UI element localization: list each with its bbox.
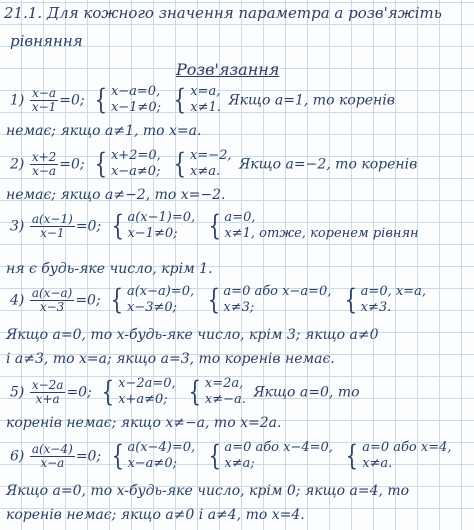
item-6-system-3: { a=0 або x=4, x≠a. (346, 439, 452, 473)
item-5-fraction: $\frac{x-2a}{x+a}$ (31, 377, 64, 406)
item-4-system-3: { a=0, x=a, x≠3. (344, 283, 426, 317)
item-1-text-b: немає; якщо a≠1, то x=a. (6, 123, 202, 139)
item-6-system-1: { a(x−4)=0, x−a≠0; (111, 439, 196, 473)
item-6-label: 6) (10, 448, 25, 465)
item-2-label: 2) (10, 156, 25, 173)
item-5-equation: 5) $\frac{x-2a}{x+a}$ =0; { x−2a=0, x+a≠0; { x=2a, x≠−a. Якщо a=0, то (10, 375, 360, 409)
item-1-label: 1) (10, 92, 25, 109)
item-3-system-1: { a(x−1)=0, x−1≠0; (111, 209, 196, 243)
solution-heading: Розв'язання (176, 60, 280, 79)
item-2-text-a: Якщо a=−2, то коренів (239, 156, 418, 173)
item-6-equation: 6) $\frac{a(x-4)}{x-a}$ =0; { a(x−4)=0, x−a≠0; { a=0 або x−4=0, x≠a; { a=0 або x=4, x≠a. (10, 439, 452, 473)
item-1-system-2: { x=a, x≠1. (174, 83, 221, 117)
item-3-fraction: $\frac{a(x-1)}{x-1}$ (31, 211, 73, 240)
item-5-text-a: Якщо a=0, то (253, 384, 360, 401)
item-6-system-2: { a=0 або x−4=0, x≠a; (208, 439, 333, 473)
item-4-text-a: Якщо a=0, то x-будь-яке число, крім 3; якщо a≠0 (6, 327, 379, 343)
item-3-label: 3) (10, 218, 25, 235)
task-text: Для кожного значення параметра a розв'яжіть (46, 4, 442, 22)
task-header-line1 (4, 6, 442, 21)
item-4-system-2: { a=0 або x−a=0, x≠3; (207, 283, 332, 317)
item-4-text-b: і a≠3, то x=a; якщо a=3, то коренів немає. (6, 351, 335, 367)
item-1-equation: 1) $\frac{x-a}{x-1}$ =0; { x−a=0, x−1≠0; { x=a, x≠1. Якщо a=1, то коренів (10, 83, 395, 117)
item-5-system-1: { x−2a=0, x+a≠0; (101, 375, 176, 409)
item-4-equation: 4) $\frac{a(x-a)}{x-3}$ =0; { a(x−a)=0, x−3≠0; { a=0 або x−a=0, x≠3; { a=0, x=a, x≠3. (10, 283, 426, 317)
item-6-text-b: коренів немає; якщо a≠0 і a≠4, то x=4. (6, 507, 305, 523)
task-number: 21.1. (4, 4, 43, 22)
task-header-line2: рівняння (10, 32, 83, 50)
item-1-system-1: { x−a=0, x−1≠0; (94, 83, 161, 117)
item-5-system-2: { x=2a, x≠−a. (188, 375, 246, 409)
item-4-label: 4) (10, 292, 25, 309)
item-2-equation: 2) $\frac{x+2}{x-a}$ =0; { x+2=0, x−a≠0; { x=−2, x≠a. Якщо a=−2, то коренів (10, 147, 418, 181)
item-3-system-2: { a=0, x≠1, отже, коренем рівнян (208, 209, 419, 243)
item-2-fraction: $\frac{x+2}{x-a}$ (31, 149, 57, 178)
item-2-system-2: { x=−2, x≠a. (173, 147, 232, 181)
item-4-fraction: $\frac{a(x-a)}{x-3}$ (31, 285, 73, 314)
item-1-text-a: Якщо a=1, то коренів (228, 92, 395, 109)
item-5-text-b: коренів немає; якщо x≠−a, то x=2a. (6, 415, 282, 431)
item-2-text-b: немає; якщо a≠−2, то x=−2. (6, 187, 226, 203)
item-5-label: 5) (10, 384, 25, 401)
item-3-equation: 3) $\frac{a(x-1)}{x-1}$ =0; { a(x−1)=0, x−1≠0; { a=0, x≠1, отже, коренем рівнян (10, 209, 419, 243)
item-1-fraction: $\frac{x-a}{x-1}$ (31, 85, 57, 114)
item-4-system-1: { a(x−a)=0, x−3≠0; (110, 283, 195, 317)
item-2-system-1: { x+2=0, x−a≠0; (94, 147, 161, 181)
item-3-text-b: ня є будь-яке число, крім 1. (6, 261, 213, 277)
item-6-fraction: $\frac{a(x-4)}{x-a}$ (31, 441, 73, 470)
item-6-text-a: Якщо a=0, то x-будь-яке число, крім 0; якщо a=4, то (6, 483, 410, 499)
